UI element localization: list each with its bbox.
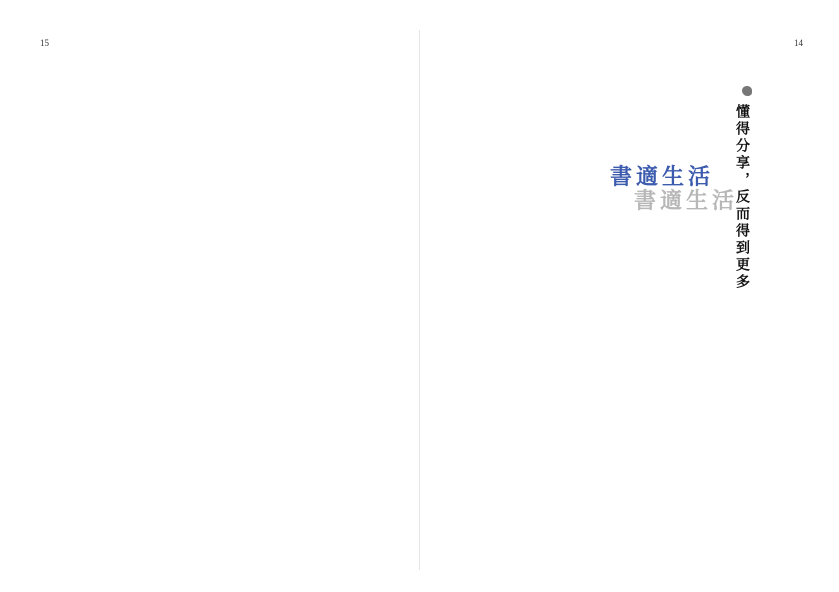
text-column — [199, 80, 212, 550]
text-column — [153, 80, 166, 550]
text-column — [630, 80, 643, 550]
text-column — [584, 80, 597, 550]
leaf-bullet-icon — [742, 86, 752, 96]
text-column — [515, 80, 528, 550]
text-column — [607, 80, 620, 550]
section-heading — [722, 80, 764, 550]
text-column — [337, 80, 350, 550]
page-number: 15 — [40, 38, 49, 48]
right-page-header — [784, 38, 803, 48]
body-text — [52, 80, 396, 550]
right-page — [420, 0, 839, 592]
text-column — [268, 80, 281, 550]
text-column — [314, 80, 327, 550]
left-page-header — [40, 38, 59, 48]
text-column — [245, 80, 258, 550]
text-column — [291, 80, 304, 550]
text-column — [492, 80, 505, 550]
text-column — [84, 80, 97, 550]
text-column — [130, 80, 143, 550]
text-column — [538, 80, 551, 550]
watermark-shadow: 書適生活 — [634, 188, 739, 214]
section-heading-text: 懂得分享，反而得到更多 — [734, 104, 750, 291]
left-page — [0, 0, 419, 592]
text-column — [561, 80, 574, 550]
text-column — [469, 80, 482, 550]
text-column — [222, 80, 235, 550]
text-column — [176, 80, 189, 550]
text-column — [653, 80, 666, 550]
text-column — [360, 80, 373, 550]
text-column — [797, 80, 810, 550]
text-column — [699, 80, 712, 550]
text-column — [774, 80, 787, 550]
body-text — [466, 80, 810, 550]
text-column — [61, 80, 74, 550]
text-column — [107, 80, 120, 550]
page-number: 14 — [794, 38, 803, 48]
text-column — [383, 80, 396, 550]
text-column — [676, 80, 689, 550]
watermark: 書適生活 — [610, 164, 715, 190]
